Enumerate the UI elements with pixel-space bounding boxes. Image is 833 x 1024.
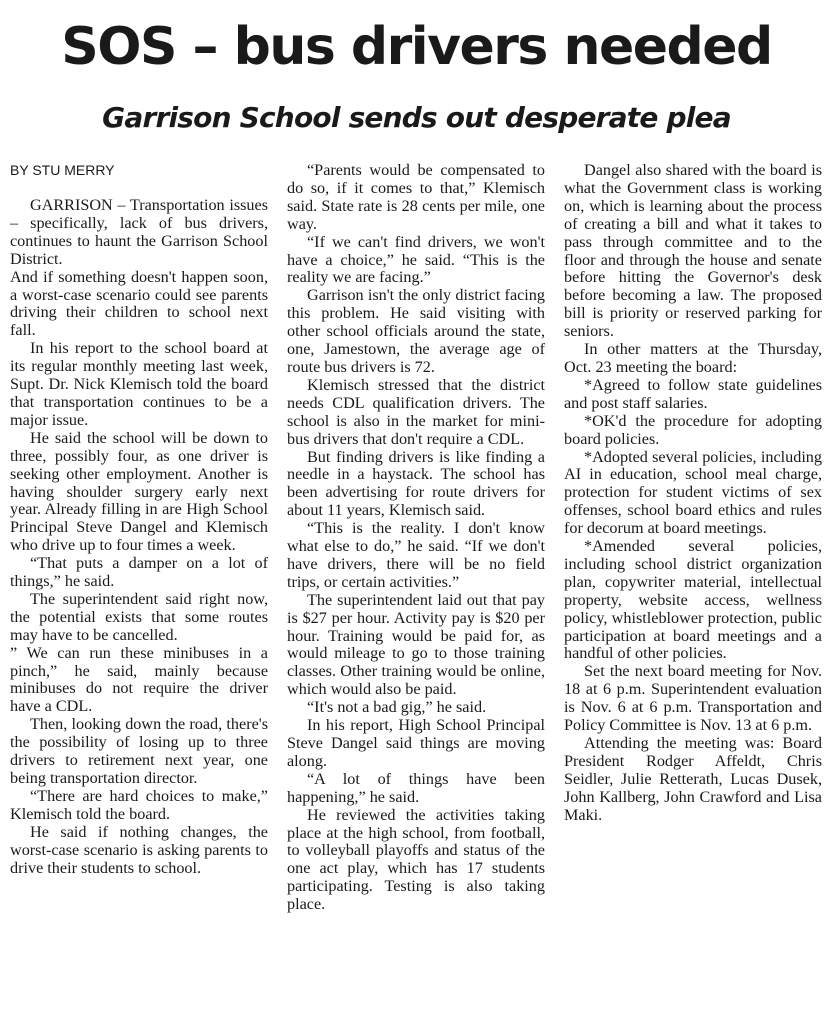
byline: BY STU MERRY <box>10 162 115 178</box>
article-column-1 <box>10 162 268 877</box>
paragraph: The superintendent said right now, the potential exists that some routes may have to be cancelled. <box>10 589 268 644</box>
article-column-3 <box>564 162 822 825</box>
paragraph: “This is the reality. I don't know what else to do,” he said. “If we don't have drivers, there will be no field trips, or certain activities.” <box>287 519 545 591</box>
headline: SOS – bus drivers needed <box>61 17 772 77</box>
paragraph: And if something doesn't happen soon, a worst-case scenario could see parents driving their children to school next fall. <box>10 267 268 340</box>
paragraph: “Parents would be compensated to do so, if it comes to that,” Klemisch said. State rate is 28 cents per mile, one way. <box>287 161 545 233</box>
paragraph: *OK'd the procedure for adopting board policies. <box>564 411 822 448</box>
paragraph: But finding drivers is like finding a needle in a haystack. The school has been advertising for route drivers for about 11 years, Klemisch said. <box>287 447 545 520</box>
paragraph: “That puts a damper on a lot of things,” he said. <box>10 554 268 591</box>
paragraph: In other matters at the Thursday, Oct. 23 meeting the board: <box>564 340 822 376</box>
paragraph: *Amended several policies, including school district organization plan, copywriter material, intellectual property, website access, wellness policy, whistleblower protection, public participation at board meetings and a handful of other policies. <box>564 537 822 663</box>
subheadline: Garrison School sends out desperate plea <box>102 101 731 134</box>
article-column-2 <box>287 162 545 914</box>
paragraph: Set the next board meeting for Nov. 18 at 6 p.m. Superintendent evaluation is Nov. 6 at 6 p.m. Transportation and Policy Committee is Nov. 13 at 6 p.m. <box>564 662 822 735</box>
paragraph: Dangel also shared with the board is what the Government class is working on, which is learning about the process of creating a bill and what it takes to pass through committee and to the floor and through the house and senate before hitting the Governor's desk before becoming a law. The proposed bill is priority or reserved parking for seniors. <box>564 161 822 341</box>
paragraph: “There are hard choices to make,” Klemisch told the board. <box>10 786 268 823</box>
paragraph: “If we can't find drivers, we won't have a choice,” he said. “This is the reality we are facing.” <box>287 232 545 287</box>
paragraph: ” We can run these minibuses in a pinch,” he said, mainly because minibuses do not require the driver have a CDL. <box>10 643 268 716</box>
paragraph: He said if nothing changes, the worst-case scenario is asking parents to drive their students to school. <box>10 822 268 877</box>
paragraph: He reviewed the activities taking place at the high school, from football, to volleyball playoffs and status of the one act play, which has 17 students participating. Testing is also taking place. <box>287 805 545 914</box>
paragraph: GARRISON – Transportation issues – specifically, lack of bus drivers, continues to haunt the Garrison School District. <box>10 196 268 268</box>
paragraph: Klemisch stressed that the district needs CDL qualification drivers. The school is also in the market for mini-bus drivers that don't require a CDL. <box>287 375 545 448</box>
paragraph: He said the school will be down to three, possibly four, as one driver is seeking other employment. Another is having shoulder surgery early next year. Already filling in are High School Principal Steve Dangel and Klemisch who drive up to four times a week. <box>10 428 268 555</box>
paragraph: Garrison isn't the only district facing this problem. He said visiting with other school officials around the state, one, Jamestown, the average age of route bus drivers is 72. <box>287 286 545 376</box>
paragraph: In his report to the school board at its regular monthly meeting last week, Supt. Dr. Nick Klemisch told the board that transportation continues to be a major issue. <box>10 339 268 429</box>
paragraph: Then, looking down the road, there's the possibility of losing up to three drivers to retirement next year, one being transportation director. <box>10 715 268 787</box>
paragraph: *Adopted several policies, including AI in education, school meal charge, protection for student victims of sex offenses, school board ethics and rules for decorum at board meetings. <box>564 447 822 538</box>
paragraph: “A lot of things have been happening,” he said. <box>287 769 545 806</box>
paragraph: In his report, High School Principal Steve Dangel said things are moving along. <box>287 716 545 770</box>
paragraph: *Agreed to follow state guidelines and post staff salaries. <box>564 375 822 412</box>
paragraph: The superintendent laid out that pay is $27 per hour. Activity pay is $20 per hour. Training would be paid for, as would mileage to go to those training classes. Other training would be online, which would also be paid. <box>287 590 545 699</box>
paragraph: Attending the meeting was: Board President Rodger Affeldt, Chris Seidler, Julie Retterath, Lucas Dusek, John Kallberg, John Crawford and Lisa Maki. <box>564 734 822 824</box>
paragraph: “It's not a bad gig,” he said. <box>307 698 487 717</box>
